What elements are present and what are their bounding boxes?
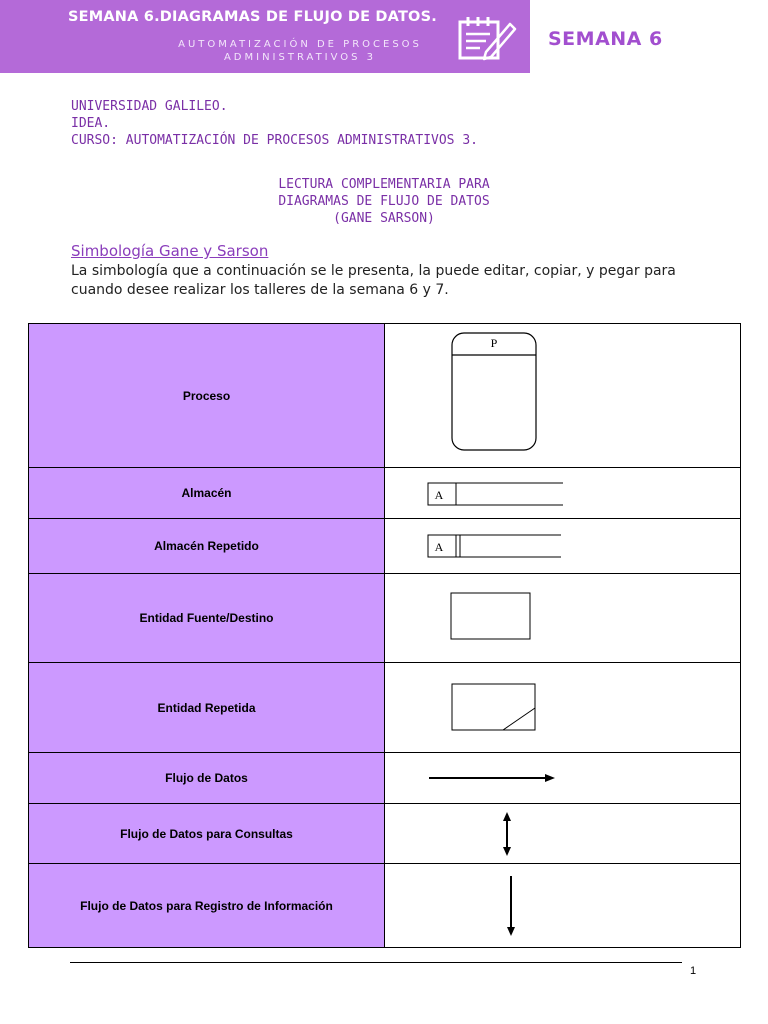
institution-line3: CURSO: AUTOMATIZACIÓN DE PROCESOS ADMINISTRATIVOS 3. xyxy=(71,133,478,148)
table-row xyxy=(29,864,741,948)
table-row xyxy=(29,324,741,468)
table-row xyxy=(29,519,741,574)
table-row xyxy=(29,663,741,753)
row-label-entidad: Entidad Fuente/Destino xyxy=(29,574,385,663)
lectura-line2: DIAGRAMAS DE FLUJO DE DATOS xyxy=(278,194,490,209)
process-symbol xyxy=(385,324,741,468)
row-label-flujo-registro: Flujo de Datos para Registro de Información xyxy=(29,864,385,948)
header-subtitle-line1: AUTOMATIZACIÓN DE PROCESOS xyxy=(178,39,422,50)
record-flow-arrow-symbol xyxy=(385,864,741,948)
lectura-line3: (GANE SARSON) xyxy=(333,211,435,226)
institution-line2: IDEA. xyxy=(71,116,111,131)
lectura-heading xyxy=(0,176,768,227)
row-label-flujo: Flujo de Datos xyxy=(29,753,385,804)
row-label-almacen-repetido: Almacén Repetido xyxy=(29,519,385,574)
store-symbol xyxy=(385,468,741,519)
header-week-label: SEMANA 6 xyxy=(548,28,663,50)
simbologia-text: La simbología que a continuación se le presenta, la puede editar, copiar, y pegar para cuando desee realizar los talleres de la semana 6 y 7. xyxy=(71,263,676,298)
row-label-flujo-consultas: Flujo de Datos para Consultas xyxy=(29,804,385,864)
entity-repeated-symbol xyxy=(385,663,741,753)
query-flow-arrow-symbol xyxy=(385,804,741,864)
data-flow-arrow-symbol xyxy=(385,753,741,804)
header-subtitle xyxy=(150,38,450,64)
header-subtitle-line2: ADMINISTRATIVOS 3 xyxy=(223,52,377,63)
store-repeated-symbol xyxy=(385,519,741,574)
process-symbol-letter: P xyxy=(490,336,498,350)
institution-block xyxy=(71,98,478,149)
table-row xyxy=(29,574,741,663)
table-row xyxy=(29,753,741,804)
row-label-proceso: Proceso xyxy=(29,324,385,468)
table-row xyxy=(29,468,741,519)
store-symbol-letter: A xyxy=(434,488,444,502)
header-title: SEMANA 6.DIAGRAMAS DE FLUJO DE DATOS. xyxy=(68,9,437,25)
institution-line1: UNIVERSIDAD GALILEO. xyxy=(71,99,228,114)
lectura-line1: LECTURA COMPLEMENTARIA PARA xyxy=(278,177,490,192)
notepad-pencil-icon xyxy=(456,14,518,66)
entity-symbol xyxy=(385,574,741,663)
store-repeated-symbol-letter: A xyxy=(434,540,444,554)
row-label-almacen: Almacén xyxy=(29,468,385,519)
table-row xyxy=(29,804,741,864)
footer-rule xyxy=(70,962,682,963)
row-label-entidad-repetida: Entidad Repetida xyxy=(29,663,385,753)
header-banner xyxy=(0,0,768,73)
page-number: 1 xyxy=(690,965,697,977)
simbologia-title: Simbología Gane y Sarson xyxy=(71,242,269,260)
symbol-table xyxy=(28,323,741,948)
